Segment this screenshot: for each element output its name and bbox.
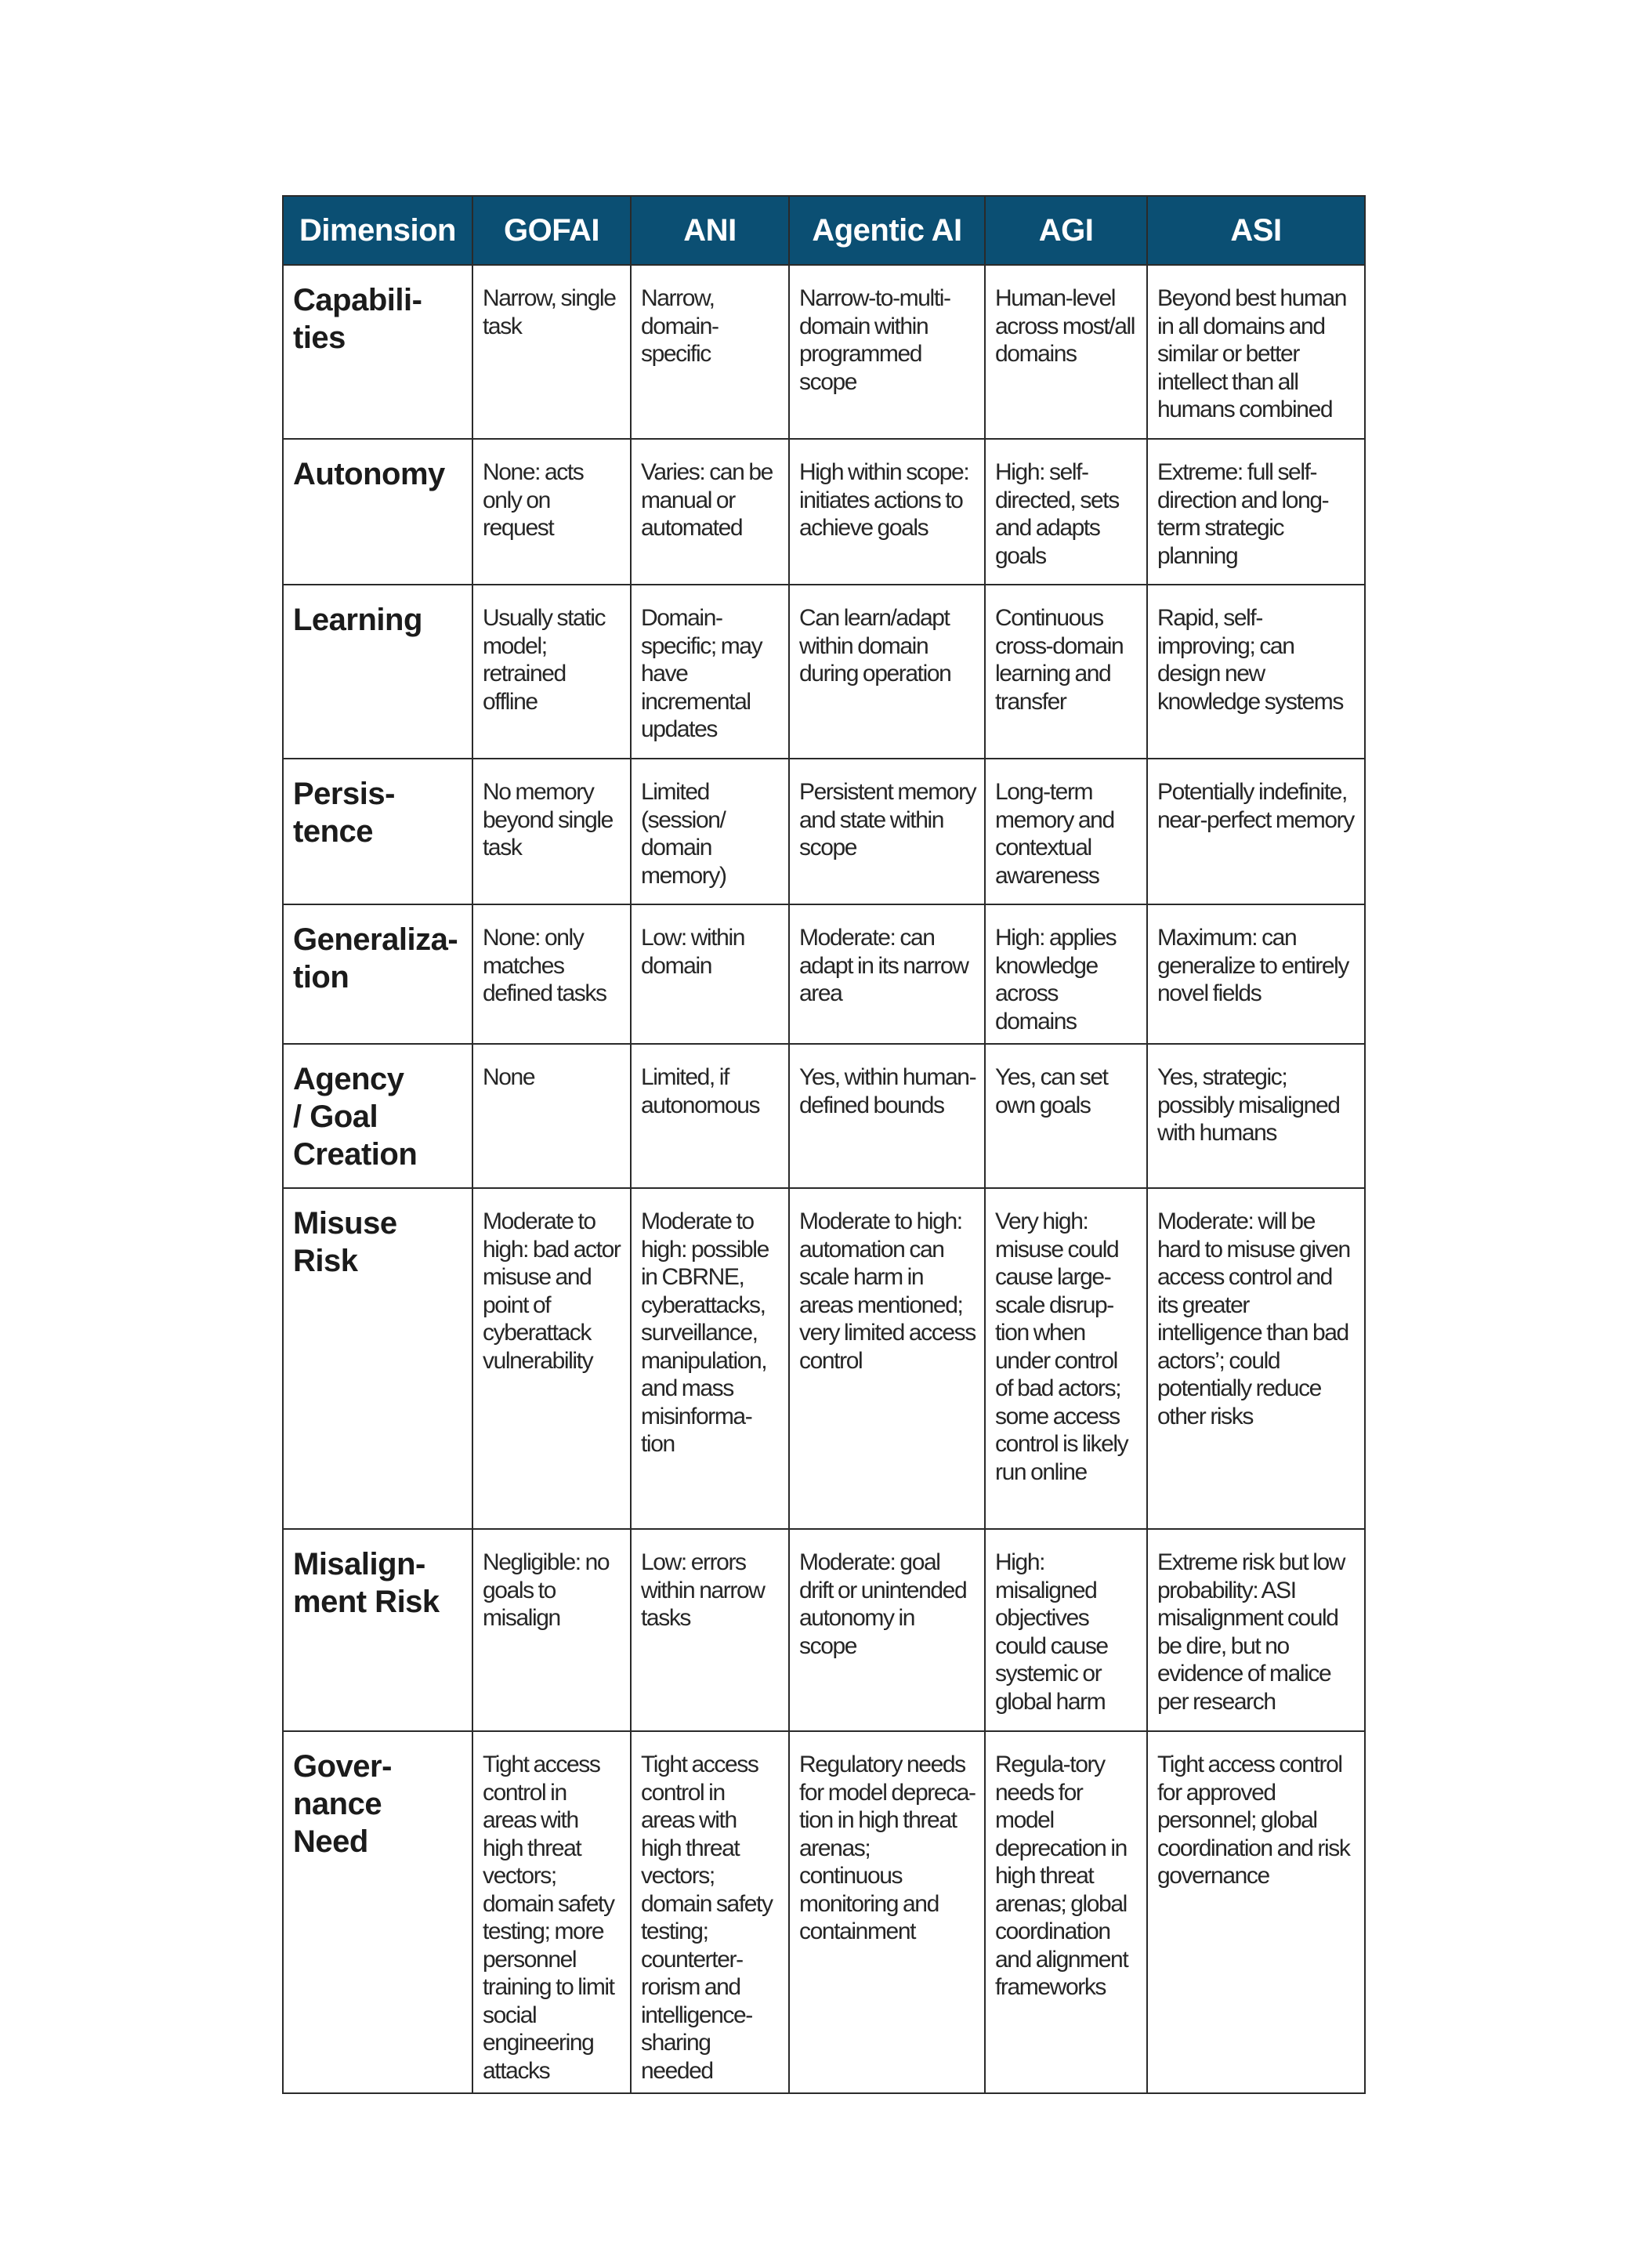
header-agi: AGI	[985, 196, 1147, 265]
table-cell-asi: Maximum: can generalize to entirely novel fields	[1147, 904, 1365, 1044]
table-cell-agentic-ai: Narrow-to-multi-domain within programmed scope	[789, 265, 985, 439]
table-cell-asi: Beyond best human in all domains and similar or better intellect than all humans combined	[1147, 265, 1365, 439]
table-cell-gofai: Usually static model; retrained offline	[472, 585, 631, 759]
table-cell-gofai: None: acts only on request	[472, 439, 631, 585]
table-cell-gofai: Moderate to high: bad actor misuse and point of cyberattack vulnerability	[472, 1188, 631, 1529]
table-cell-asi: Tight access control for approved personnel; global coordination and risk governance	[1147, 1731, 1365, 2093]
dimension-label: Learning	[293, 603, 422, 637]
dimension-cell	[283, 759, 472, 904]
table-cell-agi: Long-term memory and contextual awareness	[985, 759, 1147, 904]
dimension-label: Generaliza- tion	[293, 922, 458, 995]
table-row-governance-need	[283, 1731, 1365, 2093]
table-cell-ani: Domain-specific; may have incremental updates	[631, 585, 789, 759]
header-row	[283, 196, 1365, 265]
dimension-cell	[283, 585, 472, 759]
table-cell-agi: Regula-tory needs for model deprecation in high threat arenas; global coordination and alignment frameworks	[985, 1731, 1147, 2093]
header-dimension: Dimension	[283, 196, 472, 265]
dimension-cell	[283, 1044, 472, 1188]
table-cell-agentic-ai: Can learn/adapt within domain during operation	[789, 585, 985, 759]
table-cell-agi: Human-level across most/all domains	[985, 265, 1147, 439]
ai-comparison-table	[282, 195, 1366, 2094]
table-row-persistence	[283, 759, 1365, 904]
dimension-cell	[283, 1731, 472, 2093]
table-row-autonomy	[283, 439, 1365, 585]
table-cell-agi: High: applies knowledge across domains	[985, 904, 1147, 1044]
table-cell-gofai: Tight access control in areas with high threat vectors; domain safety testing; more personnel training to limit social engineering attacks	[472, 1731, 631, 2093]
table-cell-ani: Low: within domain	[631, 904, 789, 1044]
table-cell-ani: Low: errors within narrow tasks	[631, 1529, 789, 1731]
dimension-cell	[283, 1188, 472, 1529]
table-cell-gofai: Narrow, single task	[472, 265, 631, 439]
table-cell-agentic-ai: Yes, within human-defined bounds	[789, 1044, 985, 1188]
header-gofai: GOFAI	[472, 196, 631, 265]
table-row-misalignment-risk	[283, 1529, 1365, 1731]
table-cell-agentic-ai: High within scope: initiates actions to achieve goals	[789, 439, 985, 585]
comparison-table-container	[282, 195, 1364, 2094]
table-cell-ani: Tight access control in areas with high threat vectors; domain safety testing; counterter-rorism and intelligence-sharing needed	[631, 1731, 789, 2093]
table-cell-asi: Moderate: will be hard to misuse given access control and its greater intelligence than bad actors’; could potentially reduce other risks	[1147, 1188, 1365, 1529]
table-cell-asi: Yes, strategic; possibly misaligned with humans	[1147, 1044, 1365, 1188]
table-cell-gofai: None	[472, 1044, 631, 1188]
table-cell-ani: Limited (session/ domain memory)	[631, 759, 789, 904]
table-cell-asi: Extreme: full self-direction and long-term strategic planning	[1147, 439, 1365, 585]
dimension-label: Misalign- ment Risk	[293, 1547, 440, 1619]
table-cell-agentic-ai: Persistent memory and state within scope	[789, 759, 985, 904]
table-row-agency	[283, 1044, 1365, 1188]
table-cell-agentic-ai: Regulatory needs for model depreca-tion in high threat arenas; continuous monitoring and containment	[789, 1731, 985, 2093]
table-cell-gofai: Negligible: no goals to misalign	[472, 1529, 631, 1731]
dimension-cell	[283, 904, 472, 1044]
dimension-label: Agency / Goal Creation	[293, 1062, 418, 1172]
table-cell-gofai: None: only matches defined tasks	[472, 904, 631, 1044]
table-row-generalization	[283, 904, 1365, 1044]
header-ani: ANI	[631, 196, 789, 265]
dimension-cell	[283, 1529, 472, 1731]
table-cell-agentic-ai: Moderate: goal drift or unintended autonomy in scope	[789, 1529, 985, 1731]
table-row-capabilities	[283, 265, 1365, 439]
table-cell-gofai: No memory beyond single task	[472, 759, 631, 904]
dimension-label: Capabili- ties	[293, 283, 422, 355]
dimension-label: Misuse Risk	[293, 1206, 397, 1278]
dimension-label: Autonomy	[293, 457, 445, 491]
table-cell-asi: Extreme risk but low probability: ASI misalignment could be dire, but no evidence of malice per research	[1147, 1529, 1365, 1731]
header-agentic-ai: Agentic AI	[789, 196, 985, 265]
table-cell-agi: Continuous cross-domain learning and transfer	[985, 585, 1147, 759]
table-cell-agentic-ai: Moderate: can adapt in its narrow area	[789, 904, 985, 1044]
dimension-cell	[283, 265, 472, 439]
table-cell-agentic-ai: Moderate to high: automation can scale harm in areas mentioned; very limited access control	[789, 1188, 985, 1529]
table-cell-asi: Potentially indefinite, near-perfect memory	[1147, 759, 1365, 904]
table-cell-agi: Yes, can set own goals	[985, 1044, 1147, 1188]
table-row-learning	[283, 585, 1365, 759]
table-cell-agi: High: self-directed, sets and adapts goals	[985, 439, 1147, 585]
table-row-misuse-risk	[283, 1188, 1365, 1529]
table-cell-ani: Limited, if autonomous	[631, 1044, 789, 1188]
dimension-cell	[283, 439, 472, 585]
table-cell-ani: Moderate to high: possible in CBRNE, cyberattacks, surveillance, manipulation, and mass misinforma-tion	[631, 1188, 789, 1529]
dimension-label: Persis- tence	[293, 777, 395, 849]
table-cell-agi: High: misaligned objectives could cause systemic or global harm	[985, 1529, 1147, 1731]
dimension-label: Gover- nance Need	[293, 1749, 392, 1859]
table-cell-agi: Very high: misuse could cause large-scale disrup-tion when under control of bad actors; some access control is likely run online	[985, 1188, 1147, 1529]
header-asi: ASI	[1147, 196, 1365, 265]
table-cell-ani: Varies: can be manual or automated	[631, 439, 789, 585]
table-cell-ani: Narrow, domain-specific	[631, 265, 789, 439]
table-cell-asi: Rapid, self-improving; can design new knowledge systems	[1147, 585, 1365, 759]
